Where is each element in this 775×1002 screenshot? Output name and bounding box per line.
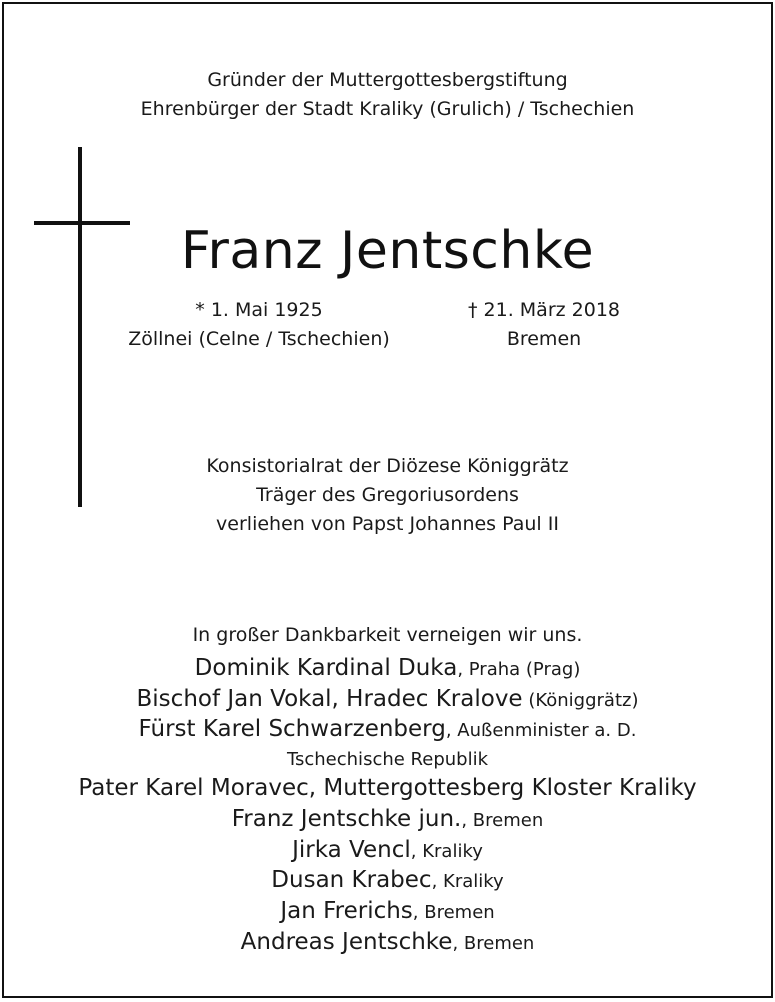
title-line: Träger des Gregoriusordens bbox=[256, 484, 519, 506]
mourner-place: , Praha (Prag) bbox=[457, 659, 581, 680]
mourner-entry bbox=[4, 928, 771, 959]
mourner-name: Fürst Karel Schwarzenberg bbox=[138, 716, 446, 743]
mourner-entry bbox=[4, 836, 771, 867]
title-line: verliehen von Papst Johannes Paul II bbox=[216, 513, 559, 535]
mourner-name: Bischof Jan Vokal, Hradec Kralove bbox=[136, 685, 523, 712]
mourner-name: Dominik Kardinal Duka bbox=[194, 655, 458, 681]
mourner-entry bbox=[4, 685, 771, 716]
mourner-subline: Tschechische Republik bbox=[286, 749, 488, 771]
thanks-line: In großer Dankbarkeit verneigen wir uns. bbox=[192, 624, 583, 646]
mourner-place: , Bremen bbox=[461, 809, 544, 831]
birth-date: * 1. Mai 1925 bbox=[195, 299, 323, 321]
header-block bbox=[4, 66, 771, 124]
mourner-entry bbox=[4, 805, 771, 836]
mourner-place: , Kraliky bbox=[431, 871, 504, 893]
mourner-place: (Königgrätz) bbox=[522, 689, 639, 711]
mourner-entry bbox=[4, 654, 771, 685]
mourner-name: Jan Frerichs bbox=[280, 897, 413, 924]
header-line-foundation: Gründer der Muttergottesbergstiftung bbox=[207, 69, 568, 91]
mourner-entry bbox=[4, 866, 771, 897]
header-line-honorary-citizen: Ehrenbürger der Stadt Kraliky (Grulich) / Tschechien bbox=[140, 98, 635, 120]
deceased-name: Franz Jentschke bbox=[180, 221, 595, 281]
mourner-name: Dusan Krabec bbox=[271, 867, 432, 894]
mourner-name: Pater Karel Moravec, Muttergottesberg Kloster Kraliky bbox=[78, 775, 697, 802]
mourner-place: , Bremen bbox=[452, 932, 535, 954]
birth-block bbox=[104, 296, 414, 354]
mourner-place: , Außenminister a. D. bbox=[445, 720, 637, 742]
mourners-list bbox=[4, 654, 771, 958]
birth-place: Zöllnei (Celne / Tschechien) bbox=[128, 328, 390, 350]
mourner-name: Franz Jentschke jun. bbox=[231, 805, 462, 832]
mourner-entry bbox=[4, 897, 771, 928]
mourner-name: Jirka Vencl bbox=[292, 836, 411, 863]
death-place: Bremen bbox=[506, 328, 582, 350]
mourner-place: , Bremen bbox=[412, 901, 495, 923]
mourner-name: Andreas Jentschke bbox=[240, 928, 453, 955]
obituary-notice bbox=[2, 2, 773, 998]
mourner-entry bbox=[4, 774, 771, 805]
mourner-place: , Kraliky bbox=[410, 840, 483, 862]
titles-block bbox=[4, 452, 771, 539]
death-date: † 21. März 2018 bbox=[467, 299, 620, 321]
mourner-entry bbox=[4, 715, 771, 746]
death-block bbox=[434, 296, 654, 354]
title-line: Konsistorialrat der Diözese Königgrätz bbox=[206, 455, 569, 477]
